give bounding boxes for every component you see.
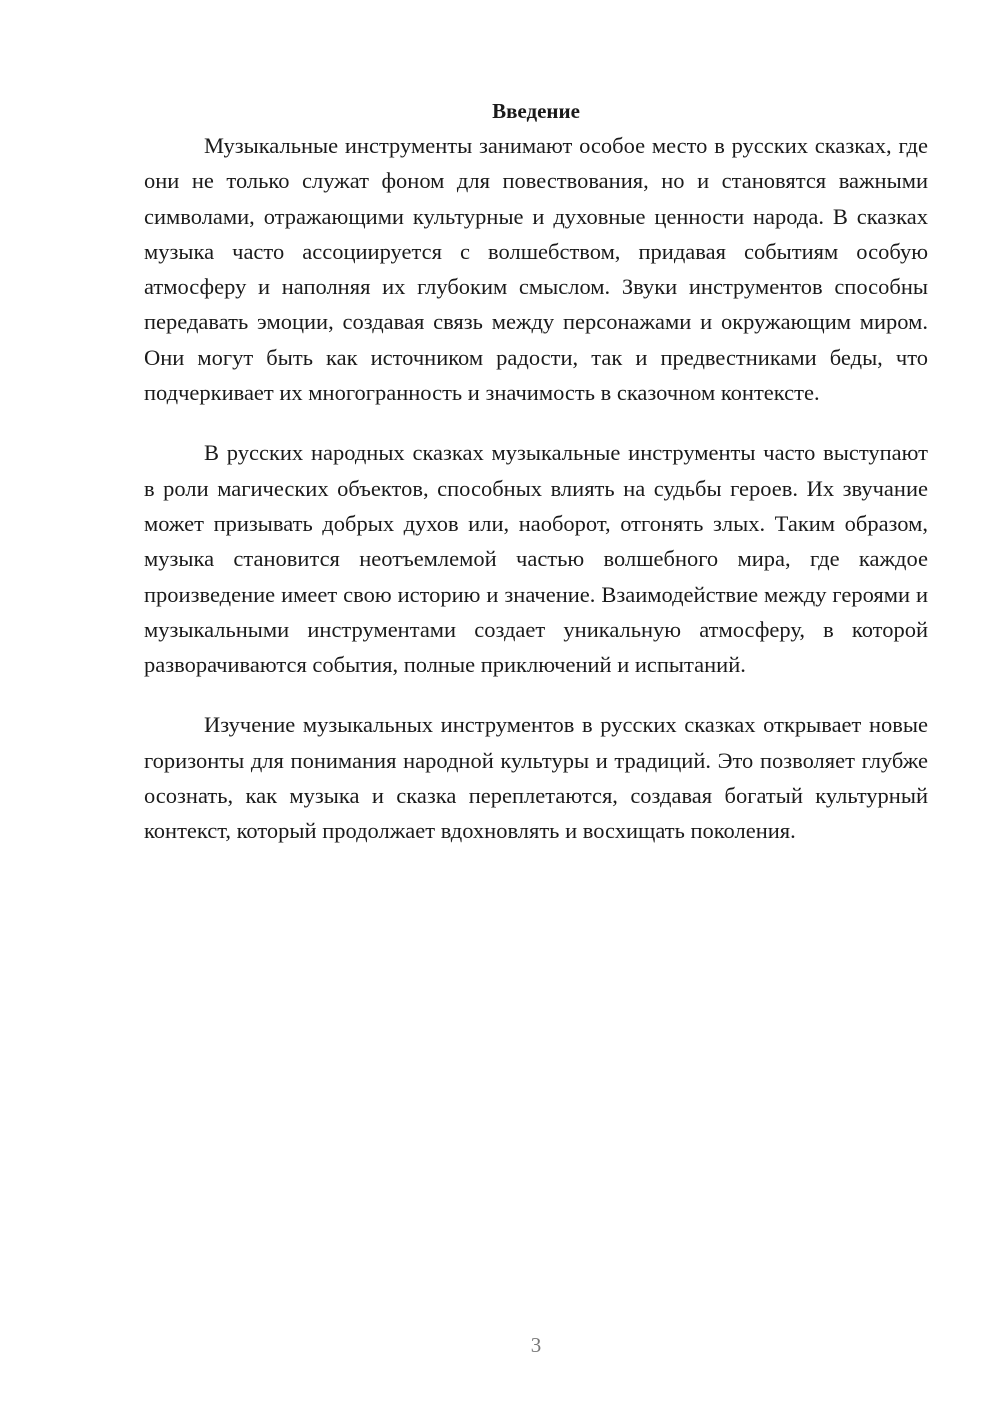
paragraph-1: Музыкальные инструменты занимают особое место в русских сказках, где они не только служат фоном для повествования, но и становятся важными символами, отражающими культурные и духовные ценности народа. В сказках музыка часто ассоциируется с волшебством, придавая событиям особую атмосферу и наполняя их глубоким смыслом. Звуки инструментов способны передавать эмоции, создавая связь между персонажами и окружающим миром. Они могут быть как источником радости, так и предвестниками беды, что подчеркивает их многогранность и значимость в сказочном контексте. bbox=[144, 133, 928, 406]
paragraph-3: Изучение музыкальных инструментов в русских сказках открывает новые горизонты для понимания народной культуры и традиций. Это позволяет глубже осознать, как музыка и сказка переплетаются, создавая богатый культурный контекст, который продолжает вдохновлять и восхищать поколения. bbox=[144, 712, 928, 844]
page-number: 3 bbox=[530, 1333, 542, 1357]
paragraph-2: В русских народных сказках музыкальные инструменты часто выступают в роли магических объектов, способных влиять на судьбы героев. Их звучание может призывать добрых духов или, наоборот, отгонять злых. Таким образом, музыка становится неотъемлемой частью волшебного мира, где каждое произведение имеет свою историю и значение. Взаимодействие между героями и музыкальными инструментами создает уникальную атмосферу, в которой разворачиваются события, полные приключений и испытаний. bbox=[144, 440, 928, 678]
section-heading: Введение bbox=[492, 99, 580, 123]
page-content bbox=[144, 96, 928, 849]
